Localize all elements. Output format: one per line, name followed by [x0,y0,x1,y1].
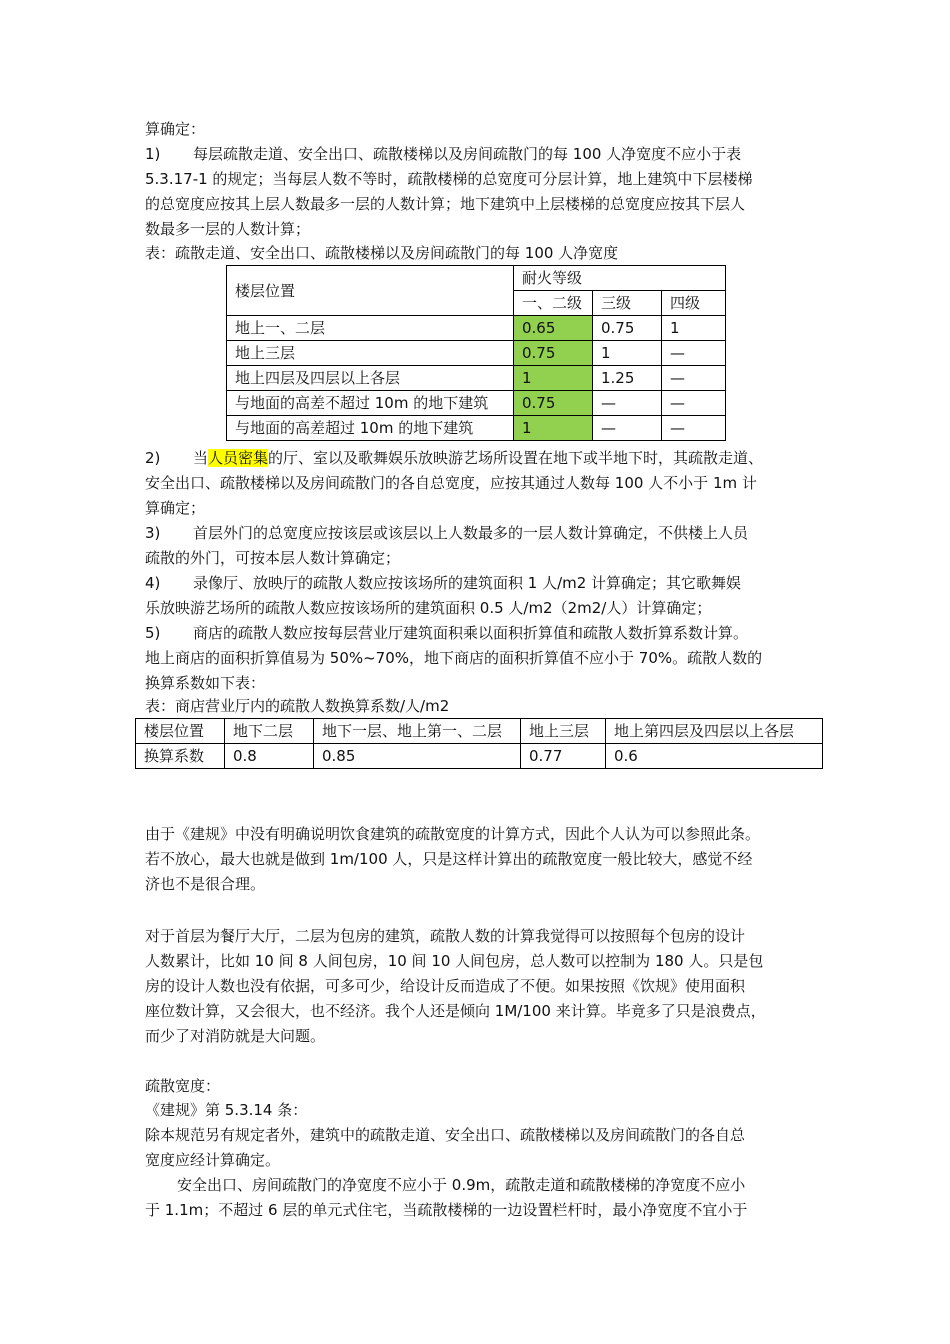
table-row [227,316,726,341]
highlighted-term: 人员密集 [208,449,269,467]
table-cell: 1 [593,341,662,366]
text-line: 人数累计，比如 10 间 8 人间包房，10 间 10 人间包房，总人数可以控制为 180 人。只是包 [145,952,764,970]
text-line: 安全出口、疏散楼梯以及房间疏散门的各自总宽度，应按其通过人数每 100 人不小于 1m 计 [145,474,757,492]
item-number: 1) [145,145,161,163]
text-line: 宽度应经计算确定。 [145,1151,281,1169]
table-cell: 1 [514,366,593,391]
header-grade-3: 三级 [593,291,662,316]
text-line: 对于首层为餐厅大厅，二层为包房的建筑，疏散人数的计算我觉得可以按照每个包房的设计 [145,927,746,945]
table-cell: 与地面的高差不超过 10m 的地下建筑 [227,391,514,416]
item-3-line [145,521,748,545]
text-line: 于 1.1m；不超过 6 层的单元式住宅，当疏散楼梯的一边设置栏杆时，最小净宽度不宜小于 [145,1201,748,1219]
table-header-cell: 地上三层 [521,719,606,744]
item-number: 4) [145,574,161,592]
table-cell: 0.75 [514,341,593,366]
text-line: 数最多一层的人数计算； [145,220,311,238]
text-line: 算确定； [145,499,206,517]
text-line: 5.3.17-1 的规定；当每层人数不等时，疏散楼梯的总宽度可分层计算，地上建筑中下层楼梯 [145,170,753,188]
text-line: 地上商店的面积折算值易为 50%~70%，地下商店的面积折算值不应小于 70%。疏散人数的 [145,649,763,667]
table-row [227,341,726,366]
text-line: 而少了对消防就是大问题。 [145,1027,326,1045]
text-line: 换算系数如下表： [145,674,266,692]
table-cell: 0.8 [225,744,314,769]
item-2-line [145,446,763,470]
table-cell: 与地面的高差超过 10m 的地下建筑 [227,416,514,441]
table-row [227,416,726,441]
item-number: 3) [145,524,161,542]
text-line: 的总宽度应按其上层人数最多一层的人数计算；地下建筑中上层楼梯的总宽度应按其下层人 [145,195,746,213]
table-cell: 1.25 [593,366,662,391]
text-line: 由于《建规》中没有明确说明饮食建筑的疏散宽度的计算方式，因此个人认为可以参照此条。 [145,825,761,843]
item-text: 录像厅、放映厅的疏散人数应按该场所的建筑面积 1 人/m2 计算确定；其它歌舞娱 [193,574,742,592]
header-grade-4: 四级 [662,291,726,316]
table-cell: 0.85 [314,744,521,769]
table-cell: 0.75 [514,391,593,416]
table-cell: 1 [514,416,593,441]
table-cell: 0.75 [593,316,662,341]
table-header-cell: 地下一层、地上第一、二层 [314,719,521,744]
text-line: 济也不是很合理。 [145,875,266,893]
text-line: 除本规范另有规定者外，建筑中的疏散走道、安全出口、疏散楼梯以及房间疏散门的各自总 [145,1126,746,1144]
table-cell: 0.6 [606,744,823,769]
item-text: 当 [193,449,209,467]
text-line: 若不放心，最大也就是做到 1m/100 人，只是这样计算出的疏散宽度一般比较大，感觉不经 [145,850,753,868]
table-cell: — [662,391,726,416]
text-line: 座位数计算，又会很大，也不经济。我个人还是倾向 1M/100 来计算。毕竟多了只是浪费点， [145,1002,766,1020]
item-text: 商店的疏散人数应按每层营业厅建筑面积乘以面积折算值和疏散人数折算系数计算。 [193,624,749,642]
table-row [227,391,726,416]
item-1-line [145,142,741,166]
clause-reference: 《建规》第 5.3.14 条： [145,1101,308,1119]
table-header-row [136,719,823,744]
conversion-coefficient-table [135,718,823,769]
item-number: 5) [145,624,161,642]
table-header-cell: 地上第四层及四层以上各层 [606,719,823,744]
table-cell: 地上三层 [227,341,514,366]
text-line: 算确定： [145,120,206,138]
table-cell: 0.77 [521,744,606,769]
table-cell: — [593,391,662,416]
header-floor: 楼层位置 [227,266,514,316]
table-header-cell: 地下二层 [225,719,314,744]
table-cell: — [662,366,726,391]
item-5-line [145,621,748,645]
text-line: 房的设计人数也没有依据，可多可少，给设计反而造成了不便。如果按照《饮规》使用面积 [145,977,746,995]
table-cell: 0.65 [514,316,593,341]
header-grade-1-2: 一、二级 [514,291,593,316]
table-header-cell: 楼层位置 [136,719,225,744]
text-line: 乐放映游艺场所的疏散人数应按该场所的建筑面积 0.5 人/m2（2m2/人）计算确定； [145,599,712,617]
table-row [136,744,823,769]
item-text: 每层疏散走道、安全出口、疏散楼梯以及房间疏散门的每 100 人净宽度不应小于表 [193,145,742,163]
table2-caption: 表：商店营业厅内的疏散人数换算系数/人/m2 [145,697,450,715]
text-line: 疏散的外门，可按本层人数计算确定； [145,549,401,567]
item-text: 首层外门的总宽度应按该层或该层以上人数最多的一层人数计算确定，不供楼上人员 [193,524,749,542]
table-cell: — [662,416,726,441]
section-heading: 疏散宽度： [145,1077,221,1095]
evacuation-width-table [226,265,726,441]
table-cell: 地上四层及四层以上各层 [227,366,514,391]
table-cell: — [593,416,662,441]
text-line: 安全出口、房间疏散门的净宽度不应小于 0.9m，疏散走道和疏散楼梯的净宽度不应小 [177,1176,746,1194]
item-text: 的厅、室以及歌舞娱乐放映游艺场所设置在地下或半地下时，其疏散走道、 [268,449,764,467]
table-cell: — [662,341,726,366]
table-cell: 1 [662,316,726,341]
table-cell: 地上一、二层 [227,316,514,341]
table1-caption: 表：疏散走道、安全出口、疏散楼梯以及房间疏散门的每 100 人净宽度 [145,244,619,262]
header-fire-rating: 耐火等级 [514,266,726,291]
item-number: 2) [145,449,161,467]
table-row [227,366,726,391]
table-cell: 换算系数 [136,744,225,769]
item-4-line [145,571,741,595]
